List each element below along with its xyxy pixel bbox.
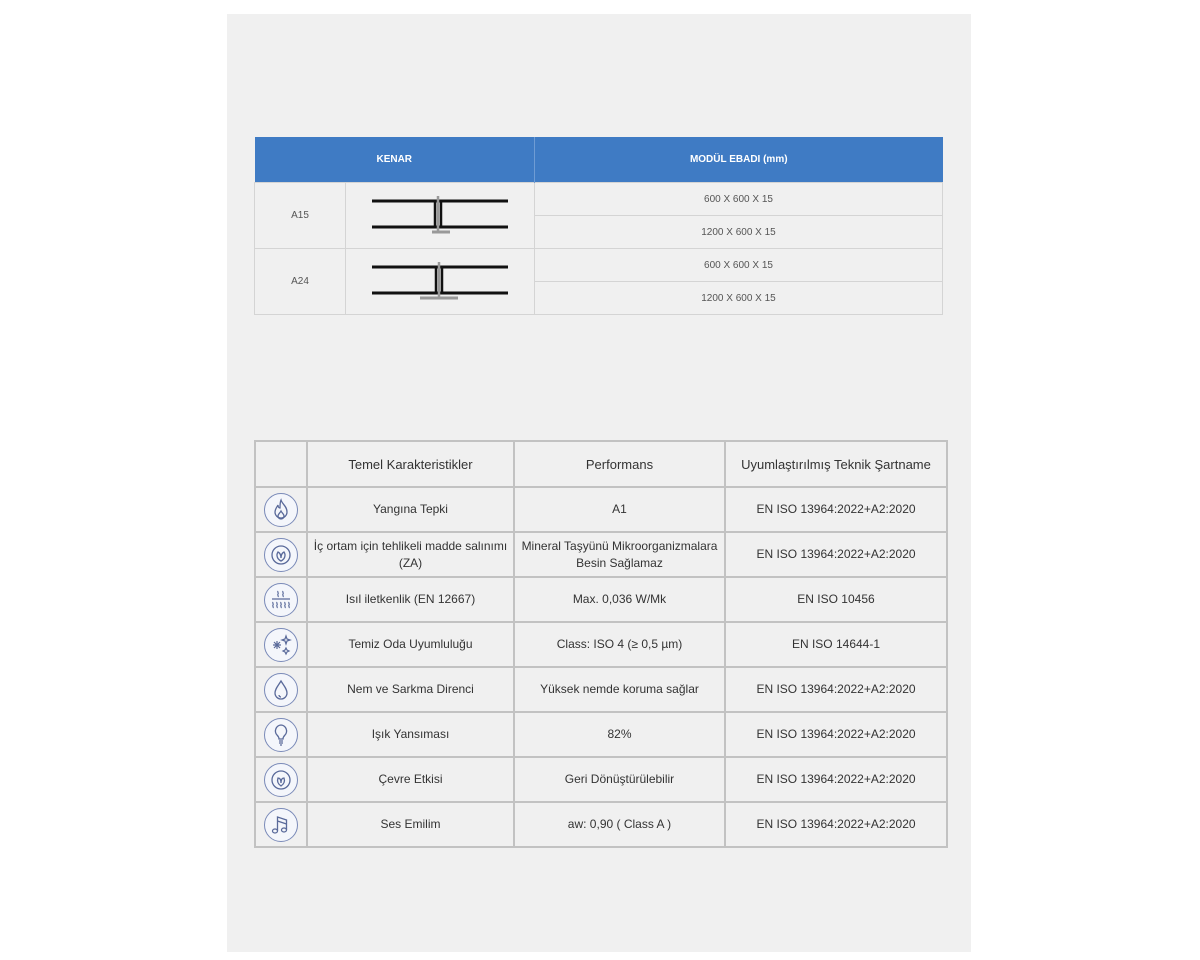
table-row — [255, 183, 943, 216]
edge-profile-a24-drawing — [346, 249, 535, 315]
module-size-table — [254, 137, 943, 315]
performance-cell: Class: ISO 4 (≥ 0,5 µm) — [514, 622, 725, 667]
performance-cell: A1 — [514, 487, 725, 532]
spec-cell: EN ISO 14644-1 — [725, 622, 947, 667]
edge-code: A15 — [255, 183, 346, 249]
table-row — [255, 667, 947, 712]
spec-cell: EN ISO 13964:2022+A2:2020 — [725, 712, 947, 757]
characteristic-cell: Yangına Tepki — [307, 487, 514, 532]
water-drop-icon — [264, 673, 298, 707]
spec-cell: EN ISO 13964:2022+A2:2020 — [725, 757, 947, 802]
performance-cell: 82% — [514, 712, 725, 757]
table-row — [255, 712, 947, 757]
table-row — [255, 802, 947, 847]
spec-cell: EN ISO 13964:2022+A2:2020 — [725, 667, 947, 712]
table-row — [255, 622, 947, 667]
module-table-header — [255, 137, 943, 183]
spec-header: Uyumlaştırılmış Teknik Şartname — [725, 441, 947, 487]
characteristic-cell: İç ortam için tehlikeli madde salınımı (ZA) — [307, 532, 514, 577]
module-size-header: MODÜL EBADI (mm) — [535, 137, 943, 183]
characteristic-cell: Nem ve Sarkma Direnci — [307, 667, 514, 712]
performance-header: Performans — [514, 441, 725, 487]
characteristic-cell: Çevre Etkisi — [307, 757, 514, 802]
table-row — [255, 249, 943, 282]
characteristic-cell: Işık Yansıması — [307, 712, 514, 757]
performance-cell: Yüksek nemde koruma sağlar — [514, 667, 725, 712]
sparkle-icon — [264, 628, 298, 662]
module-size: 600 X 600 X 15 — [535, 183, 943, 216]
characteristic-header: Temel Karakteristikler — [307, 441, 514, 487]
music-note-icon — [264, 808, 298, 842]
edge-profile-a15-drawing — [346, 183, 535, 249]
recycle-leaf-icon — [264, 763, 298, 797]
performance-cell: Max. 0,036 W/Mk — [514, 577, 725, 622]
performance-cell: Geri Dönüştürülebilir — [514, 757, 725, 802]
spec-cell: EN ISO 13964:2022+A2:2020 — [725, 487, 947, 532]
icon-column-header — [255, 441, 307, 487]
leaf-icon — [264, 538, 298, 572]
characteristic-cell: Ses Emilim — [307, 802, 514, 847]
flame-icon — [264, 493, 298, 527]
characteristics-header — [255, 441, 947, 487]
characteristics-table — [254, 440, 948, 848]
performance-cell: Mineral Taşyünü Mikroorganizmalara Besin Sağlamaz — [514, 532, 725, 577]
module-size: 1200 X 600 X 15 — [535, 216, 943, 249]
spec-cell: EN ISO 10456 — [725, 577, 947, 622]
performance-cell: aw: 0,90 ( Class A ) — [514, 802, 725, 847]
spec-cell: EN ISO 13964:2022+A2:2020 — [725, 802, 947, 847]
table-row — [255, 577, 947, 622]
table-row — [255, 487, 947, 532]
edge-code: A24 — [255, 249, 346, 315]
heat-waves-icon — [264, 583, 298, 617]
module-size: 600 X 600 X 15 — [535, 249, 943, 282]
edge-header: KENAR — [255, 137, 535, 183]
light-bulb-icon — [264, 718, 298, 752]
table-row — [255, 757, 947, 802]
characteristic-cell: Temiz Oda Uyumluluğu — [307, 622, 514, 667]
table-row — [255, 532, 947, 577]
spec-cell: EN ISO 13964:2022+A2:2020 — [725, 532, 947, 577]
module-size: 1200 X 600 X 15 — [535, 282, 943, 315]
characteristic-cell: Isıl iletkenlik (EN 12667) — [307, 577, 514, 622]
